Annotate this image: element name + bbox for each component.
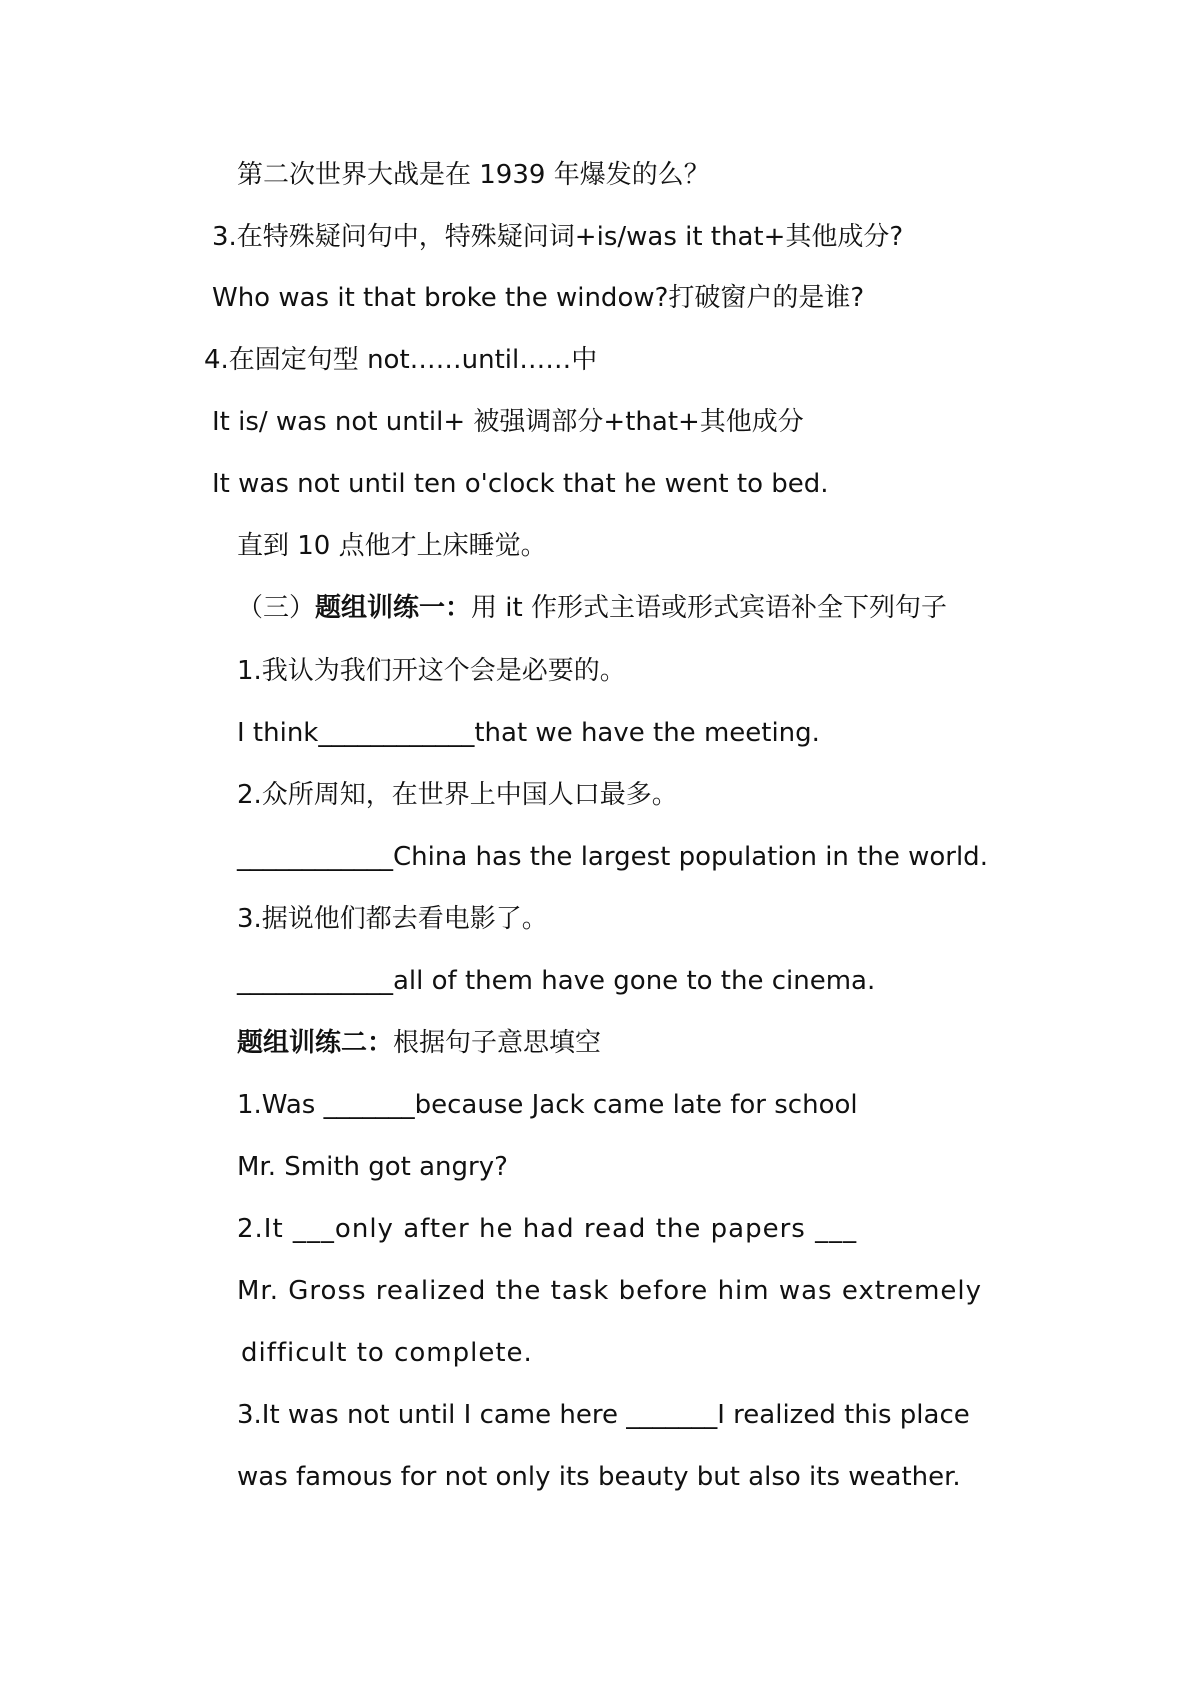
exercise-group-2-label: 题组训练二： (237, 1028, 394, 1058)
exercise-2-2-line-1: 2.It ___only after he had read the papers ___ (237, 1214, 858, 1244)
rule-4-heading: 4.在固定句型 not……until……中 (204, 345, 598, 375)
exercise-1-3-blank: ____________all of them have gone to the cinema. (237, 966, 876, 996)
example-window: Who was it that broke the window?打破窗户的是谁? (212, 283, 865, 313)
exercise-1-1-blank: I think____________that we have the meeting. (237, 718, 820, 748)
pattern-not-until: It is/ was not until+ 被强调部分+that+其他成分 (212, 407, 804, 437)
question-ww2: 第二次世界大战是在 1939 年爆发的么？ (237, 160, 710, 190)
exercise-group-1-heading (237, 591, 947, 625)
exercise-1-3-prompt: 3.据说他们都去看电影了。 (237, 904, 548, 934)
exercise-2-2-line-2: Mr. Gross realized the task before him was extremely (237, 1276, 983, 1306)
rule-3-heading: 3.在特殊疑问句中，特殊疑问词+is/was it that+其他成分? (212, 222, 904, 252)
exercise-group-2-instruction: 根据句子意思填空 (393, 1028, 602, 1058)
exercise-1-2-prompt: 2.众所周知，在世界上中国人口最多。 (237, 780, 678, 810)
example-bed: It was not until ten o'clock that he went to bed. (212, 469, 829, 499)
exercise-2-3-line-2: was famous for not only its beauty but also its weather. (237, 1462, 961, 1492)
exercise-2-3-line-1: 3.It was not until I came here _______I realized this place (237, 1400, 970, 1430)
exercise-1-1-prompt: 1.我认为我们开这个会是必要的。 (237, 656, 626, 686)
exercise-group-1-instruction: 用 it 作形式主语或形式宾语补全下列句子 (471, 593, 947, 623)
exercise-2-2-line-3: difficult to complete. (241, 1338, 533, 1368)
exercise-1-2-blank: ____________China has the largest population in the world. (237, 842, 988, 872)
exercise-group-2-heading (237, 1026, 601, 1060)
section-number: （三） (237, 593, 316, 623)
exercise-2-1-line-1: 1.Was _______because Jack came late for school (237, 1090, 858, 1120)
exercise-group-1-label: 题组训练一： (315, 593, 472, 623)
exercise-2-1-line-2: Mr. Smith got angry? (237, 1152, 508, 1182)
translation-bed: 直到 10 点他才上床睡觉。 (237, 531, 547, 561)
